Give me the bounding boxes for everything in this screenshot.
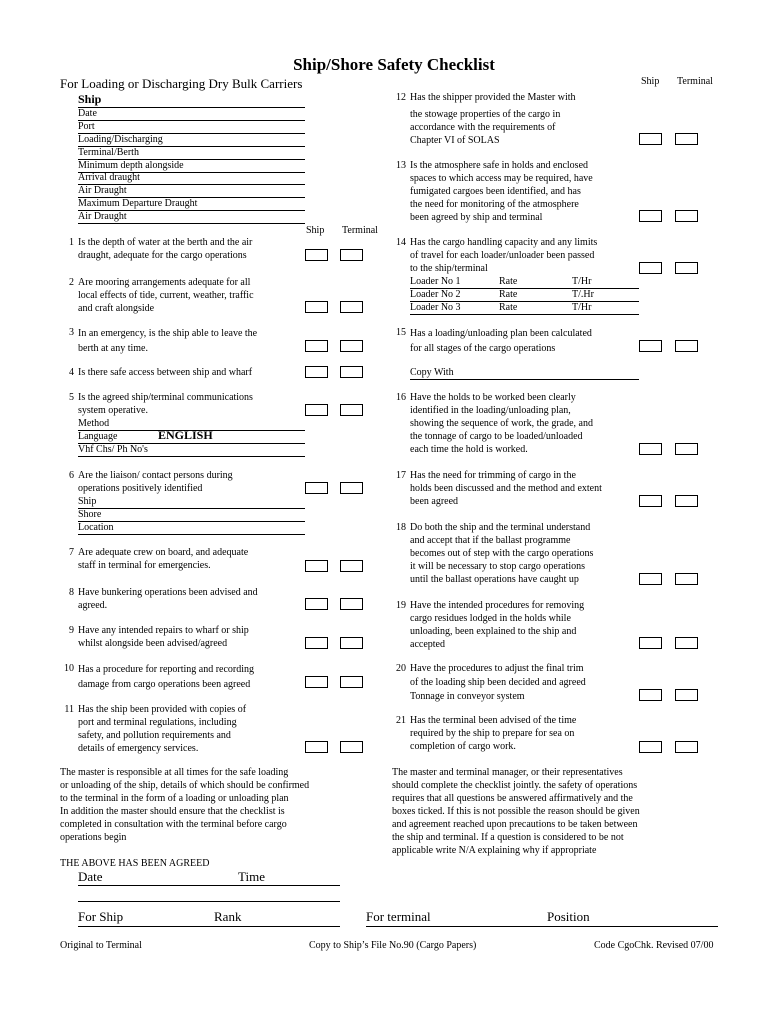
field-date[interactable]: Date <box>78 108 305 121</box>
q6-ship-checkbox[interactable] <box>305 482 328 494</box>
field-arrival-draught[interactable]: Arrival draught <box>78 172 305 185</box>
q5-field-language[interactable] <box>78 428 305 444</box>
q17-text: Has the need for trimming of cargo in the holds been discussed and the method and extent been agreed <box>410 470 602 507</box>
q9-text: Have any intended repairs to wharf or ship whilst alongside been advised/agreed <box>78 625 249 649</box>
q6-field-shore[interactable]: Shore <box>78 509 305 522</box>
q21-text: Has the terminal been advised of the time required by the ship to prepare for sea on completion of cargo work. <box>410 715 577 752</box>
q6-field-ship[interactable]: Ship <box>78 496 305 509</box>
q4-ship-checkbox[interactable] <box>305 366 328 378</box>
q4-text: Is there safe access between ship and wharf <box>78 367 253 378</box>
rank-label: Rank <box>214 909 242 924</box>
q16-text: Have the holds to be worked been clearly identified in the loading/unloading plan, showing the sequence of work, the grade, and the tonnage of cargo to be loaded/unloaded each time the hold is worked. <box>410 392 593 455</box>
q10-ship-checkbox[interactable] <box>305 676 328 688</box>
agreed-date-time-line[interactable] <box>78 869 340 886</box>
q20-number: 20 <box>396 663 406 674</box>
q21-ship-checkbox[interactable] <box>639 741 662 753</box>
q8-text: Have bunkering operations been advised and agreed. <box>78 587 258 611</box>
q14-loader-3-unit: T/Hr <box>572 302 592 313</box>
q15-number: 15 <box>396 327 406 338</box>
q14-loader-2-row[interactable] <box>410 289 639 302</box>
q11-ship-checkbox[interactable] <box>305 741 328 753</box>
q14-loader-1-row[interactable] <box>410 276 639 289</box>
q1-terminal-checkbox[interactable] <box>340 249 363 261</box>
q17-ship-checkbox[interactable] <box>639 495 662 507</box>
q12-text-continued: the stowage properties of the cargo in accordance with the requirements of Chapter VI of SOLAS <box>410 109 561 146</box>
q18-number: 18 <box>396 522 406 533</box>
q14-ship-checkbox[interactable] <box>639 262 662 274</box>
q16-number: 16 <box>396 392 406 403</box>
q5-number: 5 <box>69 392 74 403</box>
q20-ship-checkbox[interactable] <box>639 689 662 701</box>
field-air-draught[interactable]: Air Draught <box>78 185 305 198</box>
q15-field-copy-with[interactable]: Copy With <box>410 367 639 380</box>
q14-loader-1-unit: T/Hr <box>572 276 592 287</box>
q17-number: 17 <box>396 470 406 481</box>
q18-text: Do both the ship and the terminal understand and accept that if the ballast programme becomes out of step with the cargo operations it will be necessary to stop cargo operations until the ballast operations have caught up <box>410 522 594 585</box>
q15-text: Has a loading/unloading plan been calculated for all stages of the cargo operations <box>410 328 592 354</box>
q5-text: Is the agreed ship/terminal communications system operative. <box>78 392 253 416</box>
q7-terminal-checkbox[interactable] <box>340 560 363 572</box>
q13-number: 13 <box>396 160 406 171</box>
page-title: Ship/Shore Safety Checklist <box>293 55 495 74</box>
q14-number: 14 <box>396 237 406 248</box>
q9-ship-checkbox[interactable] <box>305 637 328 649</box>
q14-loader-3-name: Loader No 3 <box>410 302 461 313</box>
q11-number: 11 <box>64 704 74 715</box>
q13-text: Is the atmosphere safe in holds and enclosed spaces to which access may be required, have fumigated cargoes been identified, and has the need for monitoring of the atmosphere been agreed by ship and terminal <box>410 160 593 223</box>
q14-loader-2-unit: T/.Hr <box>572 289 594 300</box>
q18-ship-checkbox[interactable] <box>639 573 662 585</box>
agreed-blank-line[interactable] <box>78 901 340 902</box>
agreed-time-label: Time <box>238 869 265 884</box>
q20-terminal-checkbox[interactable] <box>675 689 698 701</box>
q2-terminal-checkbox[interactable] <box>340 301 363 313</box>
for-terminal-line[interactable] <box>366 909 718 927</box>
field-max-departure-draught[interactable]: Maximum Departure Draught <box>78 198 305 211</box>
col-header-terminal-left: Terminal <box>342 225 378 236</box>
q16-ship-checkbox[interactable] <box>639 443 662 455</box>
field-minimum-depth[interactable]: Minimum depth alongside <box>78 160 305 173</box>
q13-terminal-checkbox[interactable] <box>675 210 698 222</box>
q4-terminal-checkbox[interactable] <box>340 366 363 378</box>
agreed-date-label: Date <box>78 869 103 884</box>
col-header-ship-right: Ship <box>641 76 660 87</box>
q12-number: 12 <box>396 92 406 103</box>
q3-terminal-checkbox[interactable] <box>340 340 363 352</box>
q2-ship-checkbox[interactable] <box>305 301 328 313</box>
q20-text: Have the procedures to adjust the final trim of the loading ship been decided and agreed Tonnage in conveyor system <box>410 663 586 702</box>
q14-loader-2-name: Loader No 2 <box>410 289 461 300</box>
q14-terminal-checkbox[interactable] <box>675 262 698 274</box>
q9-number: 9 <box>69 625 74 636</box>
q7-ship-checkbox[interactable] <box>305 560 328 572</box>
for-ship-line[interactable] <box>78 909 340 927</box>
q14-loader-1-name: Loader No 1 <box>410 276 461 287</box>
col-header-ship-left: Ship <box>306 225 325 236</box>
position-label: Position <box>547 909 590 924</box>
q11-terminal-checkbox[interactable] <box>340 741 363 753</box>
q11-text: Has the ship been provided with copies of port and terminal regulations, including safety, and pollution requirements and details of emergency services. <box>78 704 247 754</box>
for-ship-label: For Ship <box>78 909 124 924</box>
q17-terminal-checkbox[interactable] <box>675 495 698 507</box>
q3-number: 3 <box>69 327 74 338</box>
q21-number: 21 <box>396 715 406 726</box>
q5-language-label: Language <box>78 431 118 442</box>
q8-number: 8 <box>69 587 74 598</box>
q19-number: 19 <box>396 600 406 611</box>
q7-number: 7 <box>69 547 74 558</box>
field-loading-discharging[interactable]: Loading/Discharging <box>78 134 305 147</box>
q14-text: Has the cargo handling capacity and any limits of travel for each loader/unloader been passed to the ship/terminal <box>410 237 598 274</box>
q14-loader-3-row[interactable] <box>410 302 639 315</box>
q9-terminal-checkbox[interactable] <box>340 637 363 649</box>
q16-terminal-checkbox[interactable] <box>675 443 698 455</box>
q19-ship-checkbox[interactable] <box>639 637 662 649</box>
q15-terminal-checkbox[interactable] <box>675 340 698 352</box>
q14-loader-3-rate: Rate <box>499 302 518 313</box>
for-terminal-label: For terminal <box>366 909 431 924</box>
q15-ship-checkbox[interactable] <box>639 340 662 352</box>
q18-terminal-checkbox[interactable] <box>675 573 698 585</box>
q5-field-method[interactable]: Method <box>78 418 305 431</box>
q3-ship-checkbox[interactable] <box>305 340 328 352</box>
footer-original: Original to Terminal <box>60 940 142 951</box>
q21-terminal-checkbox[interactable] <box>675 741 698 753</box>
col-header-terminal-right: Terminal <box>677 76 713 87</box>
q4-number: 4 <box>69 367 74 378</box>
q19-text: Have the intended procedures for removing cargo residues lodged in the holds while unloading, been explained to the ship and accepted <box>410 600 585 650</box>
q1-number: 1 <box>69 237 74 248</box>
q2-text: Are mooring arrangements adequate for all local effects of tide, current, weather, traffic and craft alongside <box>78 277 254 314</box>
q6-field-location[interactable]: Location <box>78 522 305 535</box>
q10-terminal-checkbox[interactable] <box>340 676 363 688</box>
footer-copy: Copy to Ship’s File No.90 (Cargo Papers) <box>309 940 477 951</box>
q10-text: Has a procedure for reporting and recording damage from cargo operations been agreed <box>78 664 255 690</box>
field-terminal-berth[interactable]: Terminal/Berth <box>78 147 305 160</box>
q6-terminal-checkbox[interactable] <box>340 482 363 494</box>
q8-terminal-checkbox[interactable] <box>340 598 363 610</box>
joint-completion-note: The master and terminal manager, or their representatives should complete the checklist jointly. the safety of operations requires that all questions be answered affirmatively and the boxes ticked. If this is not possible the reason should be given and agreement reached upon precautions to be taken between the ship and terminal. If a question is considered to be not applicable write N/A explaining why if appropriate <box>392 767 640 856</box>
q1-ship-checkbox[interactable] <box>305 249 328 261</box>
q5-field-vhf[interactable]: Vhf Chs/ Ph No's <box>78 444 305 457</box>
q5-language-value: ENGLISH <box>158 428 213 442</box>
q2-number: 2 <box>69 277 74 288</box>
agreed-heading: THE ABOVE HAS BEEN AGREED <box>60 858 210 869</box>
ship-details-heading: Ship <box>78 92 102 106</box>
q19-terminal-checkbox[interactable] <box>675 637 698 649</box>
master-responsibility-note: The master is responsible at all times for the safe loading or unloading of the ship, details of which should be confirmed to the terminal in the form of a loading or unloading plan In addition the master should ensure that the checklist is completed in consultation with the terminal before cargo operations begin <box>60 767 310 843</box>
q13-ship-checkbox[interactable] <box>639 210 662 222</box>
q6-number: 6 <box>69 470 74 481</box>
q8-ship-checkbox[interactable] <box>305 598 328 610</box>
field-air-draught-2[interactable]: Air Draught <box>78 211 305 224</box>
q14-loader-1-rate: Rate <box>499 276 518 287</box>
q12-text: Has the shipper provided the Master with <box>410 92 576 103</box>
q3-text: In an emergency, is the ship able to leave the berth at any time. <box>78 328 258 354</box>
q7-text: Are adequate crew on board, and adequate staff in terminal for emergencies. <box>78 547 249 571</box>
field-port[interactable]: Port <box>78 121 305 134</box>
q5-ship-checkbox[interactable] <box>305 404 328 416</box>
q12-terminal-checkbox[interactable] <box>675 133 698 145</box>
q12-ship-checkbox[interactable] <box>639 133 662 145</box>
footer-code: Code CgoChk. Revised 07/00 <box>594 940 714 951</box>
q5-terminal-checkbox[interactable] <box>340 404 363 416</box>
q1-text: Is the depth of water at the berth and the air draught, adequate for the cargo operations <box>78 237 253 261</box>
q14-loader-2-rate: Rate <box>499 289 518 300</box>
q10-number: 10 <box>64 663 74 674</box>
q6-text: Are the liaison/ contact persons during operations positively identified <box>78 470 233 494</box>
page-subtitle: For Loading or Discharging Dry Bulk Carriers <box>60 76 303 91</box>
